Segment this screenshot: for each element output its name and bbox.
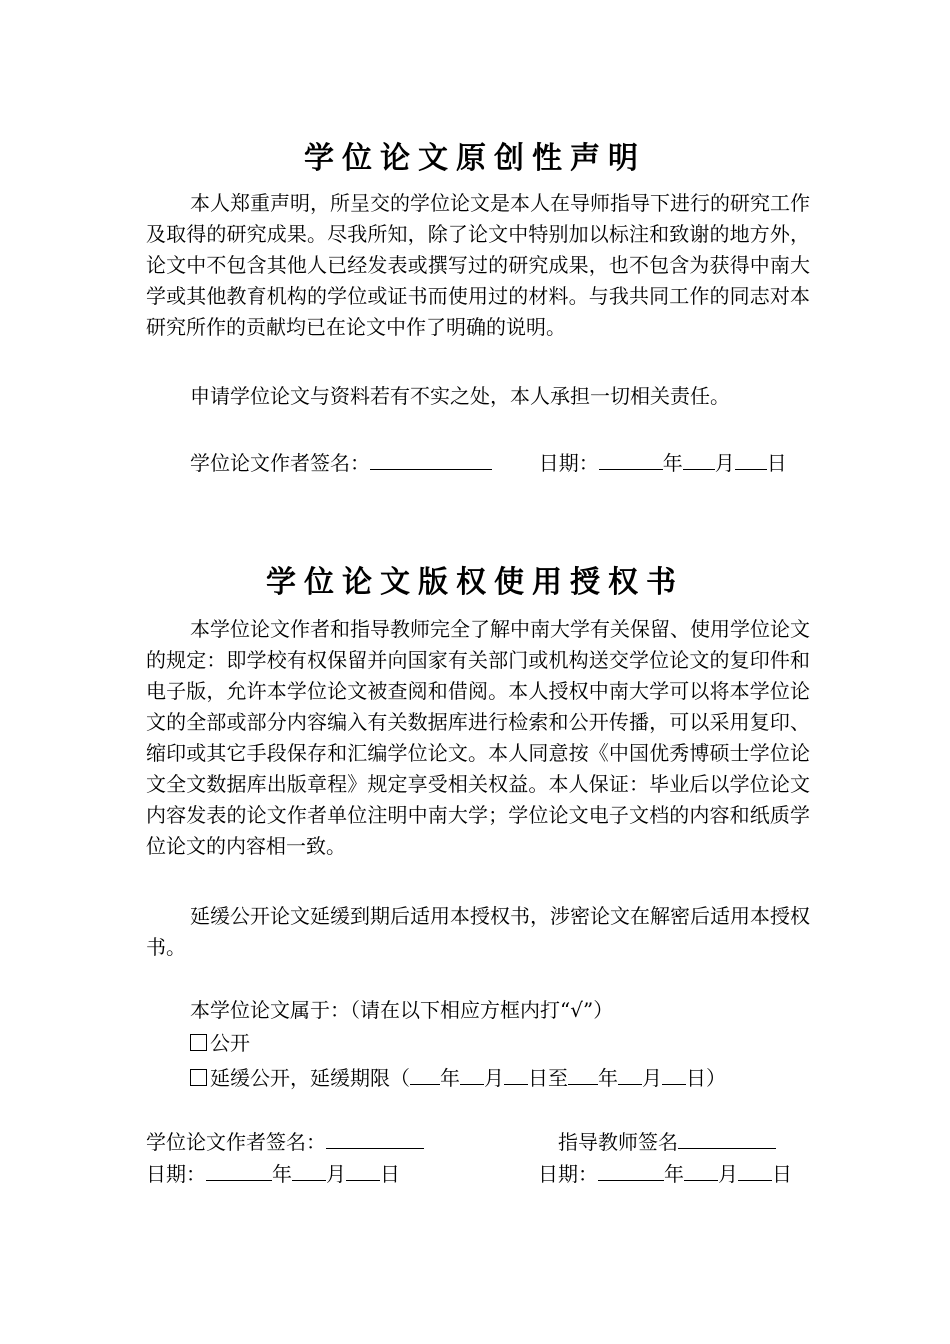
advisor-signature-blank[interactable] bbox=[678, 1126, 776, 1149]
declaration-signature-row bbox=[190, 447, 787, 477]
authorization-paragraph-2: 延缓公开论文延缓到期后适用本授权书，涉密论文在解密后适用本授权书。 bbox=[146, 904, 810, 959]
year-label: 年 bbox=[598, 1066, 618, 1090]
auth-author-signature-row bbox=[146, 1126, 424, 1156]
month-blank[interactable] bbox=[292, 1158, 326, 1181]
month-label: 月 bbox=[718, 1162, 738, 1186]
year-label: 年 bbox=[440, 1066, 460, 1090]
declaration-paragraph-1: 本人郑重声明，所呈交的学位论文是本人在导师指导下进行的研究工作及取得的研究成果。尽我所知，除了论文中特别加以标注和致谢的地方外，论文中不包含其他人已经发表或撰写过的研究成果，也不包含为获得中南大学或其他教育机构的学位或证书而使用过的材料。与我共同工作的同志对本研究所作的贡献均已在论文中作了明确的说明。 bbox=[146, 191, 810, 339]
author-signature-blank[interactable] bbox=[370, 447, 492, 470]
option-delay[interactable] bbox=[190, 1062, 726, 1092]
year-label: 年 bbox=[662, 451, 683, 475]
month-blank[interactable] bbox=[683, 447, 715, 470]
advisor-signature-label: 指导教师签名 bbox=[558, 1130, 678, 1154]
advisor-signature-row bbox=[558, 1126, 776, 1156]
day-blank[interactable] bbox=[346, 1158, 380, 1181]
declaration-paragraph-2: 申请学位论文与资料若有不实之处，本人承担一切相关责任。 bbox=[190, 384, 730, 408]
day-label: 日 bbox=[772, 1162, 792, 1186]
author-signature-label: 学位论文作者签名： bbox=[146, 1130, 326, 1154]
belongs-label: 本学位论文属于：（请在以下相应方框内打“√”） bbox=[190, 998, 614, 1022]
year-blank[interactable] bbox=[206, 1158, 272, 1181]
day-label: 日 bbox=[380, 1162, 400, 1186]
option-public-label: 公开 bbox=[210, 1031, 250, 1055]
month-blank[interactable] bbox=[684, 1158, 718, 1181]
advisor-date-row bbox=[538, 1158, 792, 1188]
delay-end-day-blank[interactable] bbox=[662, 1062, 686, 1085]
month-label: 月 bbox=[326, 1162, 346, 1186]
author-signature-blank[interactable] bbox=[326, 1126, 424, 1149]
option-public[interactable] bbox=[190, 1029, 250, 1057]
delay-start-year-blank[interactable] bbox=[410, 1062, 440, 1085]
checkbox-public[interactable] bbox=[190, 1034, 207, 1051]
delay-end-month-blank[interactable] bbox=[618, 1062, 642, 1085]
year-label: 年 bbox=[272, 1162, 292, 1186]
month-label: 月 bbox=[484, 1066, 504, 1090]
year-blank[interactable] bbox=[598, 1158, 664, 1181]
authorization-title: 学位论文版权使用授权书 bbox=[266, 565, 684, 600]
delay-start-month-blank[interactable] bbox=[460, 1062, 484, 1085]
date-label: 日期： bbox=[146, 1162, 206, 1186]
month-label: 月 bbox=[714, 451, 735, 475]
year-label: 年 bbox=[664, 1162, 684, 1186]
option-delay-label: 延缓公开，延缓期限（ bbox=[210, 1066, 410, 1090]
delay-start-day-blank[interactable] bbox=[504, 1062, 528, 1085]
author-signature-label: 学位论文作者签名： bbox=[190, 451, 370, 475]
date-label: 日期： bbox=[538, 1162, 598, 1186]
delay-to-label: 日至 bbox=[528, 1066, 568, 1090]
declaration-title: 学位论文原创性声明 bbox=[304, 141, 646, 176]
authorization-paragraph-1: 本学位论文作者和指导教师完全了解中南大学有关保留、使用学位论文的规定：即学校有权保留并向国家有关部门或机构送交学位论文的复印件和电子版，允许本学位论文被查阅和借阅。本人授权中南大学可以将本学位论文的全部或部分内容编入有关数据库进行检索和公开传播，可以采用复印、缩印或其它手段保存和汇编学位论文。本人同意按《中国优秀博硕士学位论文全文数据库出版章程》规定享受相关权益。本人保证：毕业后以学位论文内容发表的论文作者单位注明中南大学；学位论文电子文档的内容和纸质学位论文的内容相一致。 bbox=[146, 617, 810, 858]
delay-end-label: 日） bbox=[686, 1066, 726, 1090]
checkbox-delay[interactable] bbox=[190, 1069, 207, 1086]
month-label: 月 bbox=[642, 1066, 662, 1090]
auth-author-date-row bbox=[146, 1158, 400, 1188]
delay-end-year-blank[interactable] bbox=[568, 1062, 598, 1085]
day-blank[interactable] bbox=[738, 1158, 772, 1181]
day-label: 日 bbox=[766, 451, 787, 475]
year-blank[interactable] bbox=[599, 447, 663, 470]
date-label: 日期： bbox=[538, 451, 599, 475]
day-blank[interactable] bbox=[735, 447, 767, 470]
